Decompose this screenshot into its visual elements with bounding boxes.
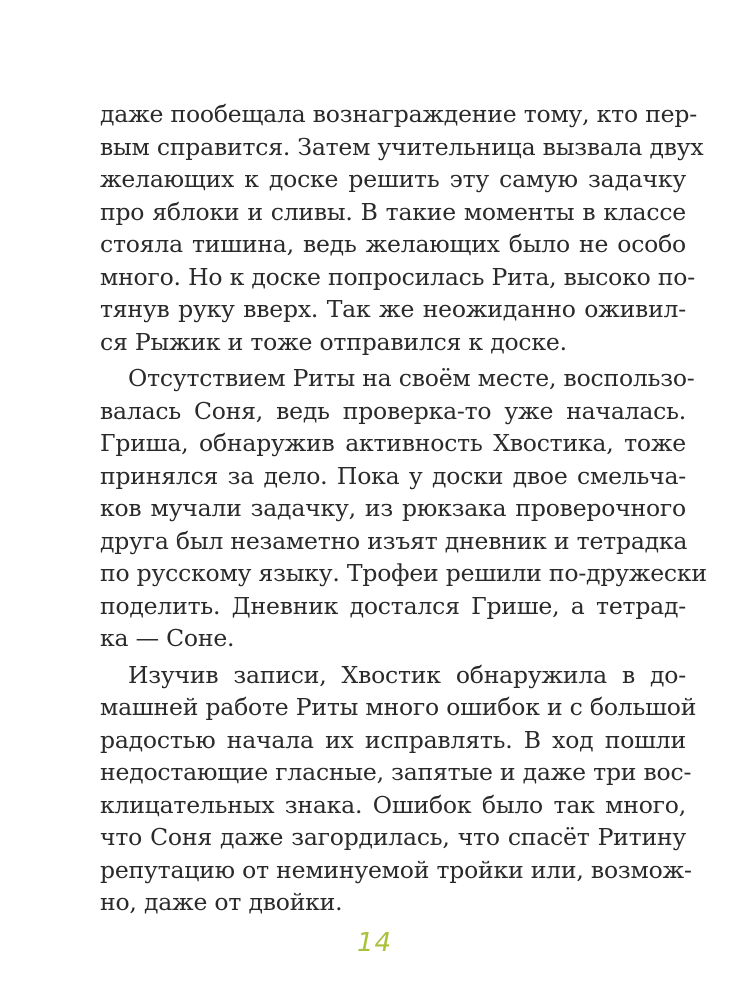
text-line: тянув руку вверх. Так же неожиданно оживил- (100, 295, 686, 323)
text-line: ков мучали задачку, из рюкзака проверочного (100, 494, 686, 522)
text-line: радостью начала их исправлять. В ход пошли (100, 725, 686, 754)
text-line: стояла тишина, ведь желающих было не особо (100, 230, 686, 258)
text-line: даже пообещала вознаграждение тому, кто пер- (100, 100, 697, 128)
text-line: вым справится. Затем учительница вызвала двух (100, 132, 704, 161)
text-line: клицательных знака. Ошибок было так много, (100, 790, 686, 819)
text-line: но, даже от двойки. (100, 888, 343, 916)
text-line: ся Рыжик и тоже отправился к доске. (100, 327, 567, 356)
text-line: много. Но к доске попросилась Рита, высоко по- (100, 262, 695, 291)
text-line: по русскому языку. Трофеи решили по-дружески (100, 559, 707, 587)
text-line: Отсутствием Риты на своём месте, воспользо- (128, 364, 695, 392)
text-line: поделить. Дневник достался Грише, а тетрад- (100, 591, 686, 620)
text-line: ка — Соне. (100, 624, 235, 652)
text-line: Изучив записи, Хвостик обнаружила в до- (128, 660, 686, 689)
page-number: 14 (356, 928, 393, 958)
text-line: репутацию от неминуемой тройки или, возмож- (100, 855, 692, 884)
text-line: что Соня даже загордилась, что спасёт Ритину (100, 823, 686, 851)
text-line: валась Соня, ведь проверка-то уже началась. (100, 396, 686, 425)
text-line: Гриша, обнаружив активность Хвостика, тоже (100, 429, 686, 457)
text-line: принялся за дело. Пока у доски двое смельча- (100, 461, 686, 490)
text-line: желающих к доске решить эту самую задачку (100, 165, 686, 193)
text-line: машней работе Риты много ошибок и с большой (100, 693, 697, 721)
text-line: про яблоки и сливы. В такие моменты в классе (100, 197, 686, 226)
text-line: друга был незаметно изъят дневник и тетрадка (100, 526, 688, 555)
body-text (100, 98, 707, 919)
text-line: недостающие гласные, запятые и даже три вос- (100, 758, 692, 786)
